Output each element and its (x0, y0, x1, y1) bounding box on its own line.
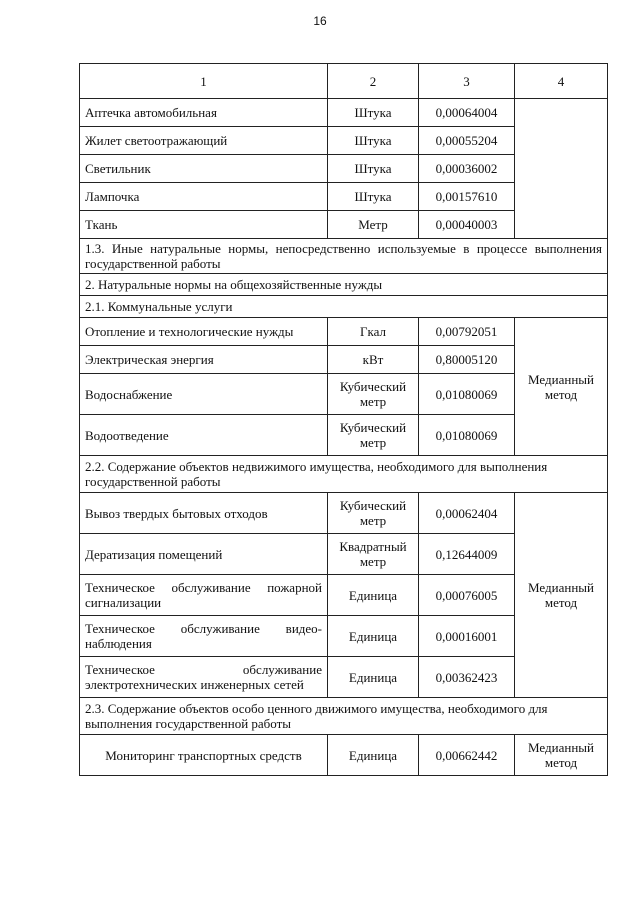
method-cell: Медианный метод (515, 493, 608, 698)
norm-name: Водоотведение (80, 415, 328, 456)
norm-unit: Штука (328, 183, 419, 211)
norm-value: 0,00055204 (419, 127, 515, 155)
header-row (80, 64, 608, 99)
method-cell: Медианный метод (515, 735, 608, 776)
norm-name: Лампочка (80, 183, 328, 211)
norm-value: 0,00792051 (419, 318, 515, 346)
norm-name: Светильник (80, 155, 328, 183)
section-row (80, 239, 608, 274)
section-heading-1-3: 1.3. Иные натуральные нормы, непосредственно используемые в процессе выполнения государственной работы (80, 239, 608, 274)
norm-value: 0,00157610 (419, 183, 515, 211)
norm-name: Вывоз твердых бытовых отходов (80, 493, 328, 534)
norm-name: Техническое обслуживание электротехнических инженерных сетей (80, 657, 328, 698)
column-header: 1 (80, 64, 328, 99)
section-heading-2-1: 2.1. Коммунальные услуги (80, 296, 608, 318)
norm-unit: Штука (328, 127, 419, 155)
norms-table (79, 63, 608, 776)
norm-unit: кВт (328, 346, 419, 374)
table-row (80, 99, 608, 127)
table-row (80, 735, 608, 776)
norm-unit: Кубический метр (328, 374, 419, 415)
norm-name: Водоснабжение (80, 374, 328, 415)
norm-name: Дератизация помещений (80, 534, 328, 575)
norm-unit: Кубический метр (328, 415, 419, 456)
norm-unit: Кубический метр (328, 493, 419, 534)
norm-unit: Метр (328, 211, 419, 239)
section-row (80, 296, 608, 318)
norm-value: 0,00076005 (419, 575, 515, 616)
table-row (80, 493, 608, 534)
norm-unit: Единица (328, 575, 419, 616)
norm-name: Техническое обслуживание пожарной сигнализации (80, 575, 328, 616)
norm-value: 0,00064004 (419, 99, 515, 127)
norm-unit: Единица (328, 616, 419, 657)
norm-unit: Квадратный метр (328, 534, 419, 575)
norm-value: 0,00062404 (419, 493, 515, 534)
norm-value: 0,12644009 (419, 534, 515, 575)
norm-value: 0,00016001 (419, 616, 515, 657)
norm-value: 0,01080069 (419, 374, 515, 415)
norm-name: Ткань (80, 211, 328, 239)
section-row (80, 274, 608, 296)
method-cell-empty (515, 99, 608, 239)
norm-value: 0,00036002 (419, 155, 515, 183)
section-heading-2-2: 2.2. Содержание объектов недвижимого имущества, необходимого для выполнения государственной работы (80, 456, 608, 493)
column-header: 3 (419, 64, 515, 99)
column-header: 4 (515, 64, 608, 99)
section-row (80, 698, 608, 735)
column-header: 2 (328, 64, 419, 99)
norm-name: Электрическая энергия (80, 346, 328, 374)
method-cell: Медианный метод (515, 318, 608, 456)
norm-value: 0,01080069 (419, 415, 515, 456)
norm-name: Жилет светоотражающий (80, 127, 328, 155)
norm-value: 0,00040003 (419, 211, 515, 239)
table-row (80, 318, 608, 346)
page-number: 16 (313, 14, 327, 28)
section-heading-2-3: 2.3. Содержание объектов особо ценного движимого имущества, необходимого для выполнения государственной работы (80, 698, 608, 735)
norm-name: Мониторинг транспортных средств (80, 735, 328, 776)
norm-value: 0,00362423 (419, 657, 515, 698)
norm-name: Отопление и технологические нужды (80, 318, 328, 346)
section-heading-2: 2. Натуральные нормы на общехозяйственные нужды (80, 274, 608, 296)
norm-unit: Единица (328, 657, 419, 698)
norm-unit: Штука (328, 155, 419, 183)
norm-unit: Гкал (328, 318, 419, 346)
norm-name: Аптечка автомобильная (80, 99, 328, 127)
norm-name: Техническое обслуживание видео-наблюдения (80, 616, 328, 657)
section-row (80, 456, 608, 493)
norm-value: 0,00662442 (419, 735, 515, 776)
norm-unit: Штука (328, 99, 419, 127)
norm-unit: Единица (328, 735, 419, 776)
norm-value: 0,80005120 (419, 346, 515, 374)
